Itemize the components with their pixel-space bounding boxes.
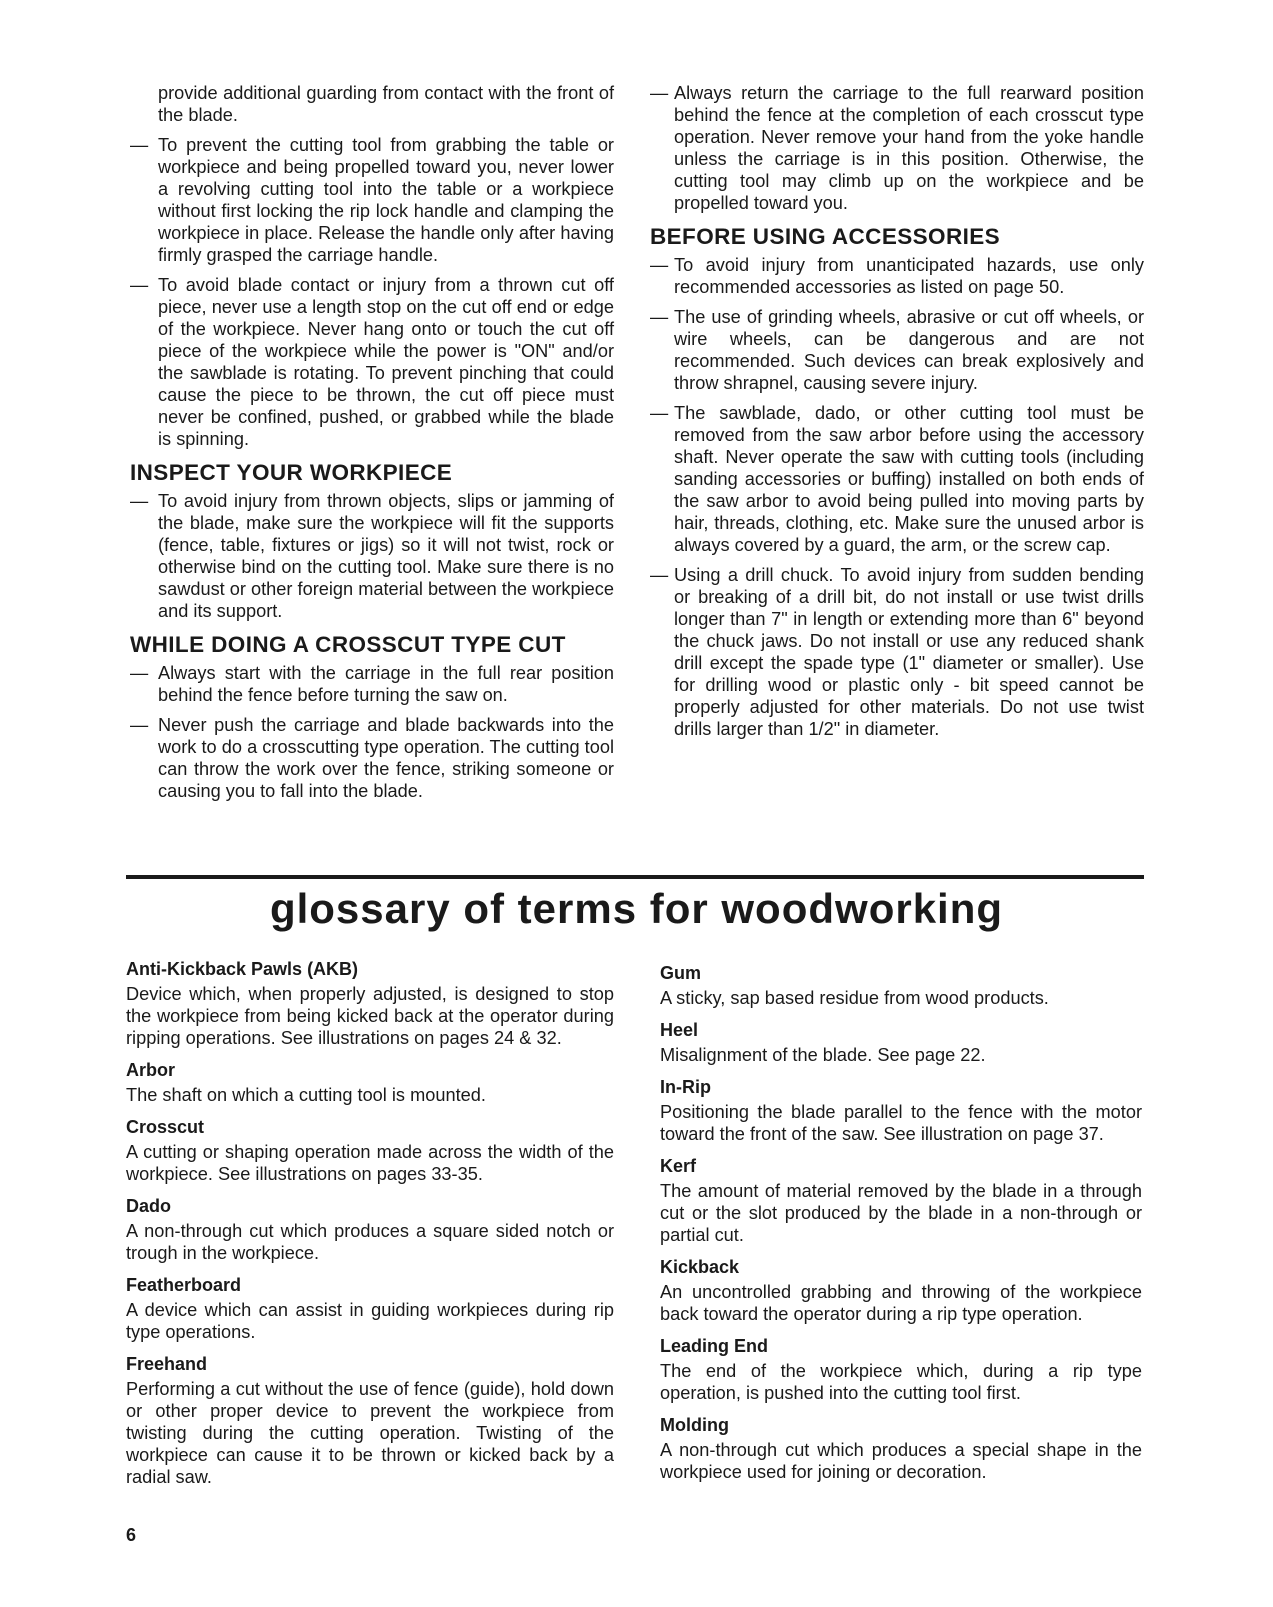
dash-bullet: — (130, 715, 149, 735)
dash-bullet: — (650, 403, 669, 423)
safety-list (126, 134, 614, 450)
dash-bullet: — (650, 255, 669, 275)
glossary-definition: Device which, when properly adjusted, is designed to stop the workpiece from being kicked back at the operator during ripping operations. See illustrations on pages 24 & 32. (126, 984, 614, 1048)
dash-bullet: — (130, 663, 149, 683)
continued-paragraph: provide additional guarding from contact with the front of the blade. (158, 83, 614, 125)
glossary-term: Leading End (660, 1336, 768, 1356)
glossary-term: Kerf (660, 1156, 697, 1176)
list-item: — Using a drill chuck. To avoid injury from sudden bending or breaking of a drill bit, do not install or use twist drills longer than 7" in length or extending more than 6" beyond the chuck jaws. Do not install or use any reduced shank drill except the spade type (1" diameter or smaller). Use for drilling wood or plastic only - bit speed cannot be properly adjusted for other materials. Do not use twist drills larger than 1/2" in diameter. (650, 565, 1144, 739)
section-heading-inspect: INSPECT YOUR WORKPIECE (130, 460, 453, 485)
glossary-definition: A non-through cut which produces a special shape in the workpiece used for joining or decoration. (660, 1440, 1142, 1482)
dash-bullet: — (130, 275, 149, 295)
glossary-entry (126, 1116, 614, 1185)
glossary-definition: Performing a cut without the use of fence (guide), hold down or other proper device to prevent the workpiece from twisting during the cutting operation. Twisting of the workpiece can cause it to be thrown or kicked back by a radial saw. (126, 1379, 614, 1487)
glossary-left-column (126, 958, 614, 1498)
dash-bullet: — (130, 135, 149, 155)
glossary-term: Heel (660, 1020, 699, 1040)
glossary-definition: The end of the workpiece which, during a rip type operation, is pushed into the cutting tool first. (660, 1361, 1142, 1403)
glossary-term: Dado (126, 1196, 171, 1216)
glossary-definition: Misalignment of the blade. See page 22. (660, 1045, 986, 1065)
glossary-definition: Positioning the blade parallel to the fence with the motor toward the front of the saw. See illustration on page 37. (660, 1102, 1142, 1144)
glossary-term: Molding (660, 1415, 729, 1435)
glossary-entry (660, 1019, 1142, 1066)
glossary-entry (660, 1076, 1142, 1145)
section-divider (126, 875, 1144, 879)
glossary-entry (126, 958, 614, 1049)
top-right-column (650, 82, 1144, 740)
list-item: — The use of grinding wheels, abrasive or cut off wheels, or wire wheels, can be dangerous and are not recommended. Such devices can break explosively and throw shrapnel, causing severe injury. (650, 307, 1144, 393)
glossary-term: In-Rip (660, 1077, 711, 1097)
glossary-entry (660, 1414, 1142, 1483)
dash-bullet: — (130, 491, 149, 511)
glossary-entry (660, 1155, 1142, 1246)
list-item: — Always return the carriage to the full rearward position behind the fence at the completion of each crosscut type operation. Never remove your hand from the yoke handle unless the carriage is in this position. Otherwise, the cutting tool may climb up on the workpiece and be propelled toward you. (650, 83, 1144, 213)
glossary-definition: An uncontrolled grabbing and throwing of the workpiece back toward the operator during a rip type operation. (660, 1282, 1142, 1324)
glossary-term: Featherboard (126, 1275, 242, 1295)
list-item: — To avoid injury from thrown objects, slips or jamming of the blade, make sure the workpiece will fit the supports (fence, table, fixtures or jigs) so it will not twist, rock or otherwise bind on the cutting tool. Make sure there is no sawdust or other foreign material between the workpiece and its support. (130, 491, 614, 621)
list-item: — The sawblade, dado, or other cutting tool must be removed from the saw arbor before using the accessory shaft. Never operate the saw with cutting tools (including sanding accessories or buffing) installed on both ends of the saw arbor to avoid being pulled into moving parts by hair, threads, clothing, etc. Make sure the unused arbor is always covered by a guard, the arm, or the screw cap. (650, 403, 1144, 555)
glossary-entry (126, 1274, 614, 1343)
glossary-entry (660, 962, 1142, 1009)
list-item: — To avoid blade contact or injury from a thrown cut off piece, never use a length stop on the cut off end or edge of the workpiece. Never hang onto or touch the cut off piece of the workpiece while the power is "ON" and/or the sawblade is rotating. To prevent pinching that could cause the piece to be thrown, the cut off piece must never be confined, pushed, or grabbed while the blade is spinning. (130, 275, 614, 449)
glossary-definition: A sticky, sap based residue from wood products. (660, 988, 1049, 1008)
glossary-entry (126, 1059, 614, 1106)
glossary-entry (660, 1335, 1142, 1404)
glossary-definition: The shaft on which a cutting tool is mounted. (126, 1085, 486, 1105)
section-heading-crosscut: WHILE DOING A CROSSCUT TYPE CUT (130, 632, 566, 657)
top-left-column (126, 82, 614, 802)
section-heading-accessories: BEFORE USING ACCESSORIES (650, 224, 1001, 249)
glossary-definition: A device which can assist in guiding workpieces during rip type operations. (126, 1300, 614, 1342)
glossary-title: glossary of terms for woodworking (269, 885, 1004, 932)
glossary-term: Gum (660, 963, 702, 983)
glossary-term: Freehand (126, 1354, 208, 1374)
glossary-term: Crosscut (126, 1117, 205, 1137)
glossary-definition: A non-through cut which produces a square sided notch or trough in the workpiece. (126, 1221, 614, 1263)
glossary-entry (126, 1195, 614, 1264)
glossary-entry (660, 1256, 1142, 1325)
page-number: 6 (126, 1525, 137, 1545)
glossary-term: Arbor (126, 1060, 175, 1080)
dash-bullet: — (650, 565, 669, 585)
list-item: — Always start with the carriage in the full rear position behind the fence before turning the saw on. (130, 663, 614, 705)
glossary-term: Kickback (660, 1257, 740, 1277)
glossary-definition: The amount of material removed by the blade in a through cut or the slot produced by the blade in a non-through or partial cut. (660, 1181, 1142, 1245)
glossary-definition: A cutting or shaping operation made across the width of the workpiece. See illustrations on pages 33-35. (126, 1142, 614, 1184)
glossary-term: Anti-Kickback Pawls (AKB) (126, 959, 359, 979)
dash-bullet: — (650, 307, 669, 327)
list-item: — To prevent the cutting tool from grabbing the table or workpiece and being propelled toward you, never lower a revolving cutting tool into the table or a workpiece without first locking the rip lock handle and clamping the workpiece in place. Release the handle only after having firmly grasped the carriage handle. (130, 135, 614, 265)
dash-bullet: — (650, 83, 669, 103)
glossary-right-column (660, 962, 1142, 1493)
glossary-entry (126, 1353, 614, 1488)
list-item: — Never push the carriage and blade backwards into the work to do a crosscutting type operation. The cutting tool can throw the work over the fence, striking someone or causing you to fall into the blade. (130, 715, 614, 801)
list-item: — To avoid injury from unanticipated hazards, use only recommended accessories as listed on page 50. (650, 255, 1144, 297)
